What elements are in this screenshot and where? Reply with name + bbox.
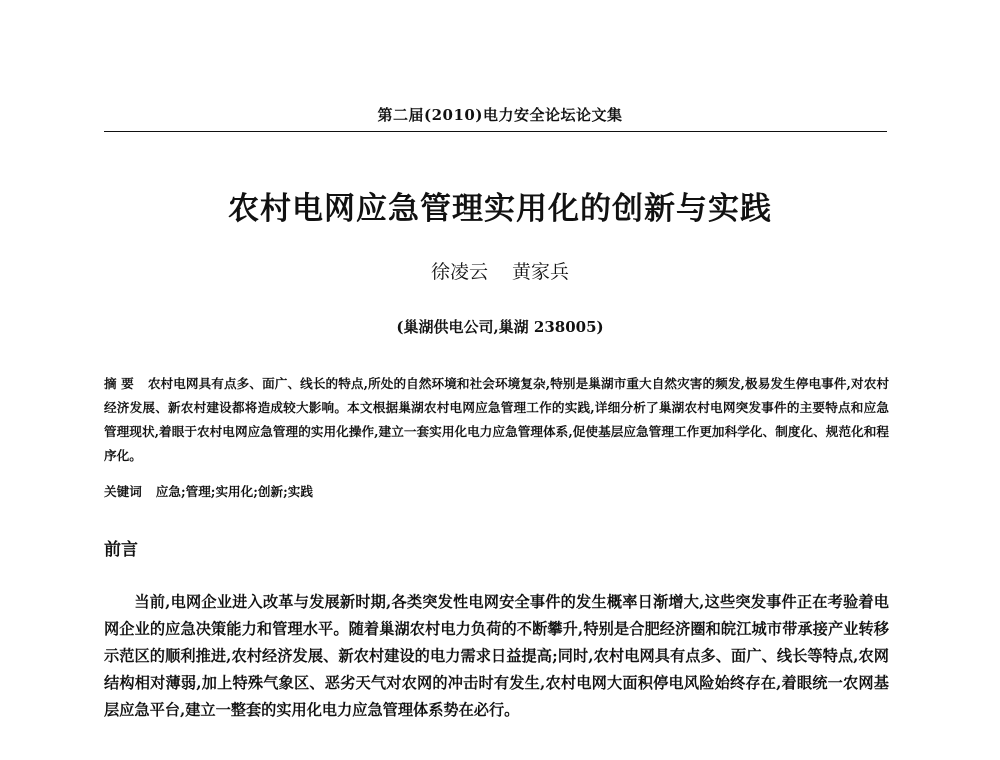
affiliation: (巢湖供电公司,巢湖 238005) xyxy=(396,318,604,336)
body-paragraph: 当前,电网企业进入改革与发展新时期,各类突发性电网安全事件的发生概率日渐增大,这些突发事件正在考验着电网企业的应急决策能力和管理水平。随着巢湖农村电力负荷的不断攀升,特别是合肥经济圈和皖江城市带承接产业转移示范区的顺利推进,农村经济发展、新农村建设的电力需求日益提高;同时,农村电网具有点多、面广、线长等特点,农网结构相对薄弱,加上特殊气象区、恶劣天气对农网的冲击时有发生,农村电网大面积停电风险始终存在,着眼统一农网基层应急平台,建立一整套的实用化电力应急管理体系势在必行。 xyxy=(104,593,889,719)
authors: 徐凌云 黄家兵 xyxy=(430,261,570,283)
keywords-label: 关键词 xyxy=(104,484,142,499)
running-header: 第二届(2010)电力安全论坛论文集 xyxy=(377,106,623,124)
header-rule xyxy=(104,131,887,132)
paper-title: 农村电网应急管理实用化的创新与实践 xyxy=(228,191,772,227)
section-heading: 前言 xyxy=(104,540,138,560)
abstract xyxy=(104,372,889,468)
abstract-label: 摘 要 xyxy=(104,376,134,391)
keywords xyxy=(104,480,889,504)
abstract-text: 农村电网具有点多、面广、线长的特点,所处的自然环境和社会环境复杂,特别是巢湖市重大自然灾害的频发,极易发生停电事件,对农村经济发展、新农村建设都将造成较大影响。本文根据巢湖农村电网应急管理工作的实践,详细分析了巢湖农村电网突发事件的主要特点和应急管理现状,着眼于农村电网应急管理的实用化操作,建立一套实用化电力应急管理体系,促使基层应急管理工作更加科学化、制度化、规范化和程序化。 xyxy=(104,376,889,463)
keywords-text: 应急;管理;实用化;创新;实践 xyxy=(155,484,313,499)
